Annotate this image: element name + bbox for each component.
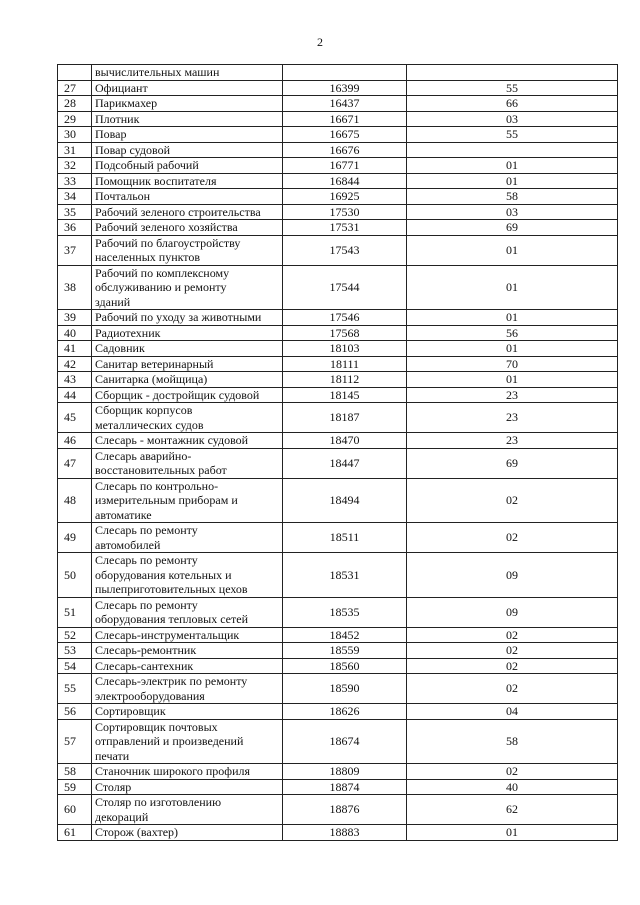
profession-code: 18559 — [283, 643, 407, 659]
profession-name — [92, 795, 283, 825]
category-code: 66 — [407, 96, 618, 112]
profession-name — [92, 310, 283, 326]
profession-name — [92, 658, 283, 674]
profession-code: 17546 — [283, 310, 407, 326]
profession-name — [92, 189, 283, 205]
profession-name — [92, 127, 283, 143]
profession-name-line: Рабочий зеленого хозяйства — [95, 220, 238, 234]
category-code: 09 — [407, 597, 618, 627]
profession-name-line: зданий — [95, 294, 131, 309]
profession-name — [92, 627, 283, 643]
table-row — [58, 220, 618, 236]
profession-name — [92, 265, 283, 310]
category-code: 02 — [407, 674, 618, 704]
profession-code: 16771 — [283, 158, 407, 174]
profession-code: 16671 — [283, 111, 407, 127]
profession-name — [92, 523, 283, 553]
table-row — [58, 189, 618, 205]
category-code: 58 — [407, 189, 618, 205]
table-row — [58, 341, 618, 357]
table-row — [58, 204, 618, 220]
profession-name-line: Слесарь-ремонтник — [95, 643, 197, 657]
profession-name-line: пылеприготовительных цехов — [95, 582, 248, 596]
table-row — [58, 553, 618, 598]
table-row — [58, 142, 618, 158]
profession-code: 18145 — [283, 387, 407, 403]
profession-name-line: Почтальон — [95, 189, 151, 203]
row-number: 53 — [58, 643, 92, 659]
table-row — [58, 372, 618, 388]
profession-code: 18809 — [283, 764, 407, 780]
table-row — [58, 433, 618, 449]
table-row — [58, 674, 618, 704]
profession-name — [92, 356, 283, 372]
profession-code: 17530 — [283, 204, 407, 220]
category-code: 01 — [407, 310, 618, 326]
category-code: 70 — [407, 356, 618, 372]
category-code: 23 — [407, 403, 618, 433]
profession-name — [92, 325, 283, 341]
profession-name-line: Санитарка (мойщица) — [95, 372, 208, 386]
row-number: 54 — [58, 658, 92, 674]
table-row — [58, 627, 618, 643]
profession-code: 18560 — [283, 658, 407, 674]
profession-name-line: автоматике — [95, 507, 152, 522]
category-code: 03 — [407, 204, 618, 220]
table-row — [58, 597, 618, 627]
profession-code: 16437 — [283, 96, 407, 112]
profession-name-line: измерительным приборам и — [95, 493, 238, 507]
row-number: 52 — [58, 627, 92, 643]
profession-code: 18674 — [283, 719, 407, 764]
row-number: 50 — [58, 553, 92, 598]
table-row — [58, 643, 618, 659]
table-row — [58, 325, 618, 341]
profession-code: 18874 — [283, 779, 407, 795]
profession-name — [92, 478, 283, 523]
row-number: 28 — [58, 96, 92, 112]
category-code: 02 — [407, 478, 618, 523]
row-number: 33 — [58, 173, 92, 189]
profession-name-line: Столяр — [95, 779, 132, 794]
row-number: 55 — [58, 674, 92, 704]
profession-name — [92, 779, 283, 795]
profession-name — [92, 204, 283, 220]
profession-name — [92, 719, 283, 764]
profession-code: 18494 — [283, 478, 407, 523]
category-code: 02 — [407, 523, 618, 553]
row-number: 46 — [58, 433, 92, 449]
profession-code: 16675 — [283, 127, 407, 143]
row-number: 51 — [58, 597, 92, 627]
row-number: 36 — [58, 220, 92, 236]
table-row — [58, 403, 618, 433]
profession-code: 18112 — [283, 372, 407, 388]
profession-code: 18452 — [283, 627, 407, 643]
page-number: 2 — [317, 35, 323, 49]
profession-name-line: Повар — [95, 127, 127, 141]
profession-name — [92, 433, 283, 449]
table-row — [58, 704, 618, 720]
professions-table-body — [58, 65, 618, 841]
profession-name-line: обслуживанию и ремонту — [95, 280, 227, 294]
row-number: 58 — [58, 764, 92, 780]
profession-name-line: Слесарь-сантехник — [95, 658, 194, 673]
profession-name-line: Садовник — [95, 341, 145, 355]
table-row — [58, 719, 618, 764]
profession-name-line: Слесарь-электрик по ремонту — [95, 674, 248, 688]
row-number: 39 — [58, 310, 92, 326]
profession-name-line: оборудования тепловых сетей — [95, 612, 248, 626]
profession-name-line: населенных пунктов — [95, 250, 201, 264]
category-code: 02 — [407, 658, 618, 674]
profession-name — [92, 341, 283, 357]
row-number: 37 — [58, 235, 92, 265]
profession-code: 16925 — [283, 189, 407, 205]
category-code: 55 — [407, 80, 618, 96]
profession-name-line: вычислительных машин — [95, 65, 220, 79]
profession-name-line: Рабочий зеленого строительства — [95, 204, 261, 219]
profession-name — [92, 173, 283, 189]
category-code: 09 — [407, 553, 618, 598]
category-code — [407, 65, 618, 81]
profession-name-line: электрооборудования — [95, 688, 205, 703]
profession-name-line: Слесарь по контрольно- — [95, 478, 219, 493]
profession-code: 18590 — [283, 674, 407, 704]
category-code: 55 — [407, 127, 618, 143]
profession-name-line: Рабочий по уходу за животными — [95, 310, 262, 324]
row-number: 47 — [58, 448, 92, 478]
profession-code: 16844 — [283, 173, 407, 189]
profession-code: 17544 — [283, 265, 407, 310]
category-code: 02 — [407, 643, 618, 659]
row-number: 41 — [58, 341, 92, 357]
profession-name — [92, 220, 283, 236]
profession-code: 18876 — [283, 795, 407, 825]
table-row — [58, 265, 618, 310]
profession-name — [92, 96, 283, 112]
category-code: 02 — [407, 627, 618, 643]
category-code: 01 — [407, 265, 618, 310]
profession-name-line: Санитар ветеринарный — [95, 356, 214, 371]
profession-name-line: Слесарь по ремонту — [95, 597, 198, 612]
profession-name-line: отправлений и произведений — [95, 734, 244, 748]
profession-code: 17531 — [283, 220, 407, 236]
table-row — [58, 795, 618, 825]
profession-code: 17543 — [283, 235, 407, 265]
category-code: 01 — [407, 372, 618, 388]
row-number: 35 — [58, 204, 92, 220]
profession-name-line: Слесарь-инструментальщик — [95, 627, 240, 642]
profession-name — [92, 597, 283, 627]
profession-name — [92, 387, 283, 403]
profession-name — [92, 403, 283, 433]
table-row — [58, 80, 618, 96]
profession-name — [92, 65, 283, 81]
profession-name-line: Рабочий по благоустройству — [95, 235, 241, 250]
table-row — [58, 779, 618, 795]
professions-table — [57, 64, 618, 841]
profession-name-line: Помощник воспитателя — [95, 173, 217, 188]
profession-name-line: Сортировщик — [95, 704, 166, 718]
profession-name-line: Слесарь - монтажник судовой — [95, 433, 249, 447]
profession-name — [92, 372, 283, 388]
row-number: 59 — [58, 779, 92, 795]
profession-name — [92, 111, 283, 127]
profession-name-line: Слесарь по ремонту — [95, 523, 198, 537]
profession-name — [92, 674, 283, 704]
category-code: 01 — [407, 158, 618, 174]
profession-name — [92, 158, 283, 174]
row-number: 60 — [58, 795, 92, 825]
row-number: 48 — [58, 478, 92, 523]
profession-name-line: Сторож (вахтер) — [95, 825, 179, 839]
category-code: 01 — [407, 173, 618, 189]
profession-name-line: Парикмахер — [95, 96, 158, 110]
row-number: 29 — [58, 111, 92, 127]
category-code: 01 — [407, 825, 618, 841]
table-row — [58, 235, 618, 265]
profession-name-line: оборудования котельных и — [95, 567, 232, 582]
profession-name — [92, 825, 283, 841]
profession-name — [92, 80, 283, 96]
row-number: 49 — [58, 523, 92, 553]
category-code: 56 — [407, 325, 618, 341]
profession-name-line: Радиотехник — [95, 325, 161, 340]
profession-code — [283, 65, 407, 81]
table-row — [58, 127, 618, 143]
row-number: 30 — [58, 127, 92, 143]
table-row — [58, 478, 618, 523]
profession-code: 18103 — [283, 341, 407, 357]
profession-name-line: Официант — [95, 80, 148, 95]
profession-code: 18511 — [283, 523, 407, 553]
profession-name — [92, 448, 283, 478]
profession-name — [92, 142, 283, 158]
profession-name-line: восстановительных работ — [95, 463, 227, 477]
profession-name-line: Станочник широкого профиля — [95, 764, 251, 778]
profession-code: 18883 — [283, 825, 407, 841]
profession-name — [92, 764, 283, 780]
row-number: 56 — [58, 704, 92, 720]
table-row — [58, 310, 618, 326]
profession-code: 18531 — [283, 553, 407, 598]
category-code: 04 — [407, 704, 618, 720]
row-number: 31 — [58, 142, 92, 158]
profession-name-line: Подсобный рабочий — [95, 158, 199, 172]
row-number: 32 — [58, 158, 92, 174]
profession-name-line: Слесарь по ремонту — [95, 553, 198, 567]
row-number: 57 — [58, 719, 92, 764]
profession-name — [92, 643, 283, 659]
profession-code: 17568 — [283, 325, 407, 341]
row-number: 27 — [58, 80, 92, 96]
row-number: 44 — [58, 387, 92, 403]
row-number: 43 — [58, 372, 92, 388]
table-row — [58, 173, 618, 189]
row-number — [58, 65, 92, 81]
profession-name-line: Сборщик корпусов — [95, 403, 193, 417]
table-row — [58, 658, 618, 674]
profession-name-line: Повар судовой — [95, 142, 171, 157]
profession-code: 16676 — [283, 142, 407, 158]
row-number: 42 — [58, 356, 92, 372]
table-row — [58, 158, 618, 174]
table-row — [58, 96, 618, 112]
category-code: 58 — [407, 719, 618, 764]
table-row — [58, 65, 618, 81]
profession-name — [92, 704, 283, 720]
row-number: 45 — [58, 403, 92, 433]
profession-code: 18535 — [283, 597, 407, 627]
category-code: 01 — [407, 235, 618, 265]
category-code: 03 — [407, 111, 618, 127]
profession-name-line: декораций — [95, 809, 149, 824]
category-code: 69 — [407, 220, 618, 236]
table-row — [58, 111, 618, 127]
profession-code: 18111 — [283, 356, 407, 372]
profession-name-line: Столяр по изготовлению — [95, 795, 222, 809]
category-code: 62 — [407, 795, 618, 825]
table-row — [58, 764, 618, 780]
table-row — [58, 387, 618, 403]
row-number: 34 — [58, 189, 92, 205]
table-row — [58, 356, 618, 372]
category-code: 02 — [407, 764, 618, 780]
category-code: 01 — [407, 341, 618, 357]
category-code: 23 — [407, 433, 618, 449]
profession-code: 18447 — [283, 448, 407, 478]
profession-code: 16399 — [283, 80, 407, 96]
row-number: 40 — [58, 325, 92, 341]
profession-name — [92, 235, 283, 265]
profession-code: 18470 — [283, 433, 407, 449]
profession-name-line: печати — [95, 748, 130, 763]
profession-name-line: металлических судов — [95, 417, 204, 432]
category-code: 23 — [407, 387, 618, 403]
table-row — [58, 825, 618, 841]
profession-name-line: Плотник — [95, 111, 140, 126]
profession-name-line: Слесарь аварийно- — [95, 448, 192, 463]
profession-name-line: Рабочий по комплексному — [95, 265, 230, 280]
row-number: 61 — [58, 825, 92, 841]
category-code: 69 — [407, 448, 618, 478]
profession-code: 18187 — [283, 403, 407, 433]
row-number: 38 — [58, 265, 92, 310]
table-row — [58, 523, 618, 553]
profession-name-line: Сборщик - достройщик судовой — [95, 387, 260, 402]
profession-name — [92, 553, 283, 598]
category-code: 40 — [407, 779, 618, 795]
profession-code: 18626 — [283, 704, 407, 720]
profession-name-line: Сортировщик почтовых — [95, 719, 218, 734]
profession-name-line: автомобилей — [95, 537, 161, 552]
category-code — [407, 142, 618, 158]
table-row — [58, 448, 618, 478]
